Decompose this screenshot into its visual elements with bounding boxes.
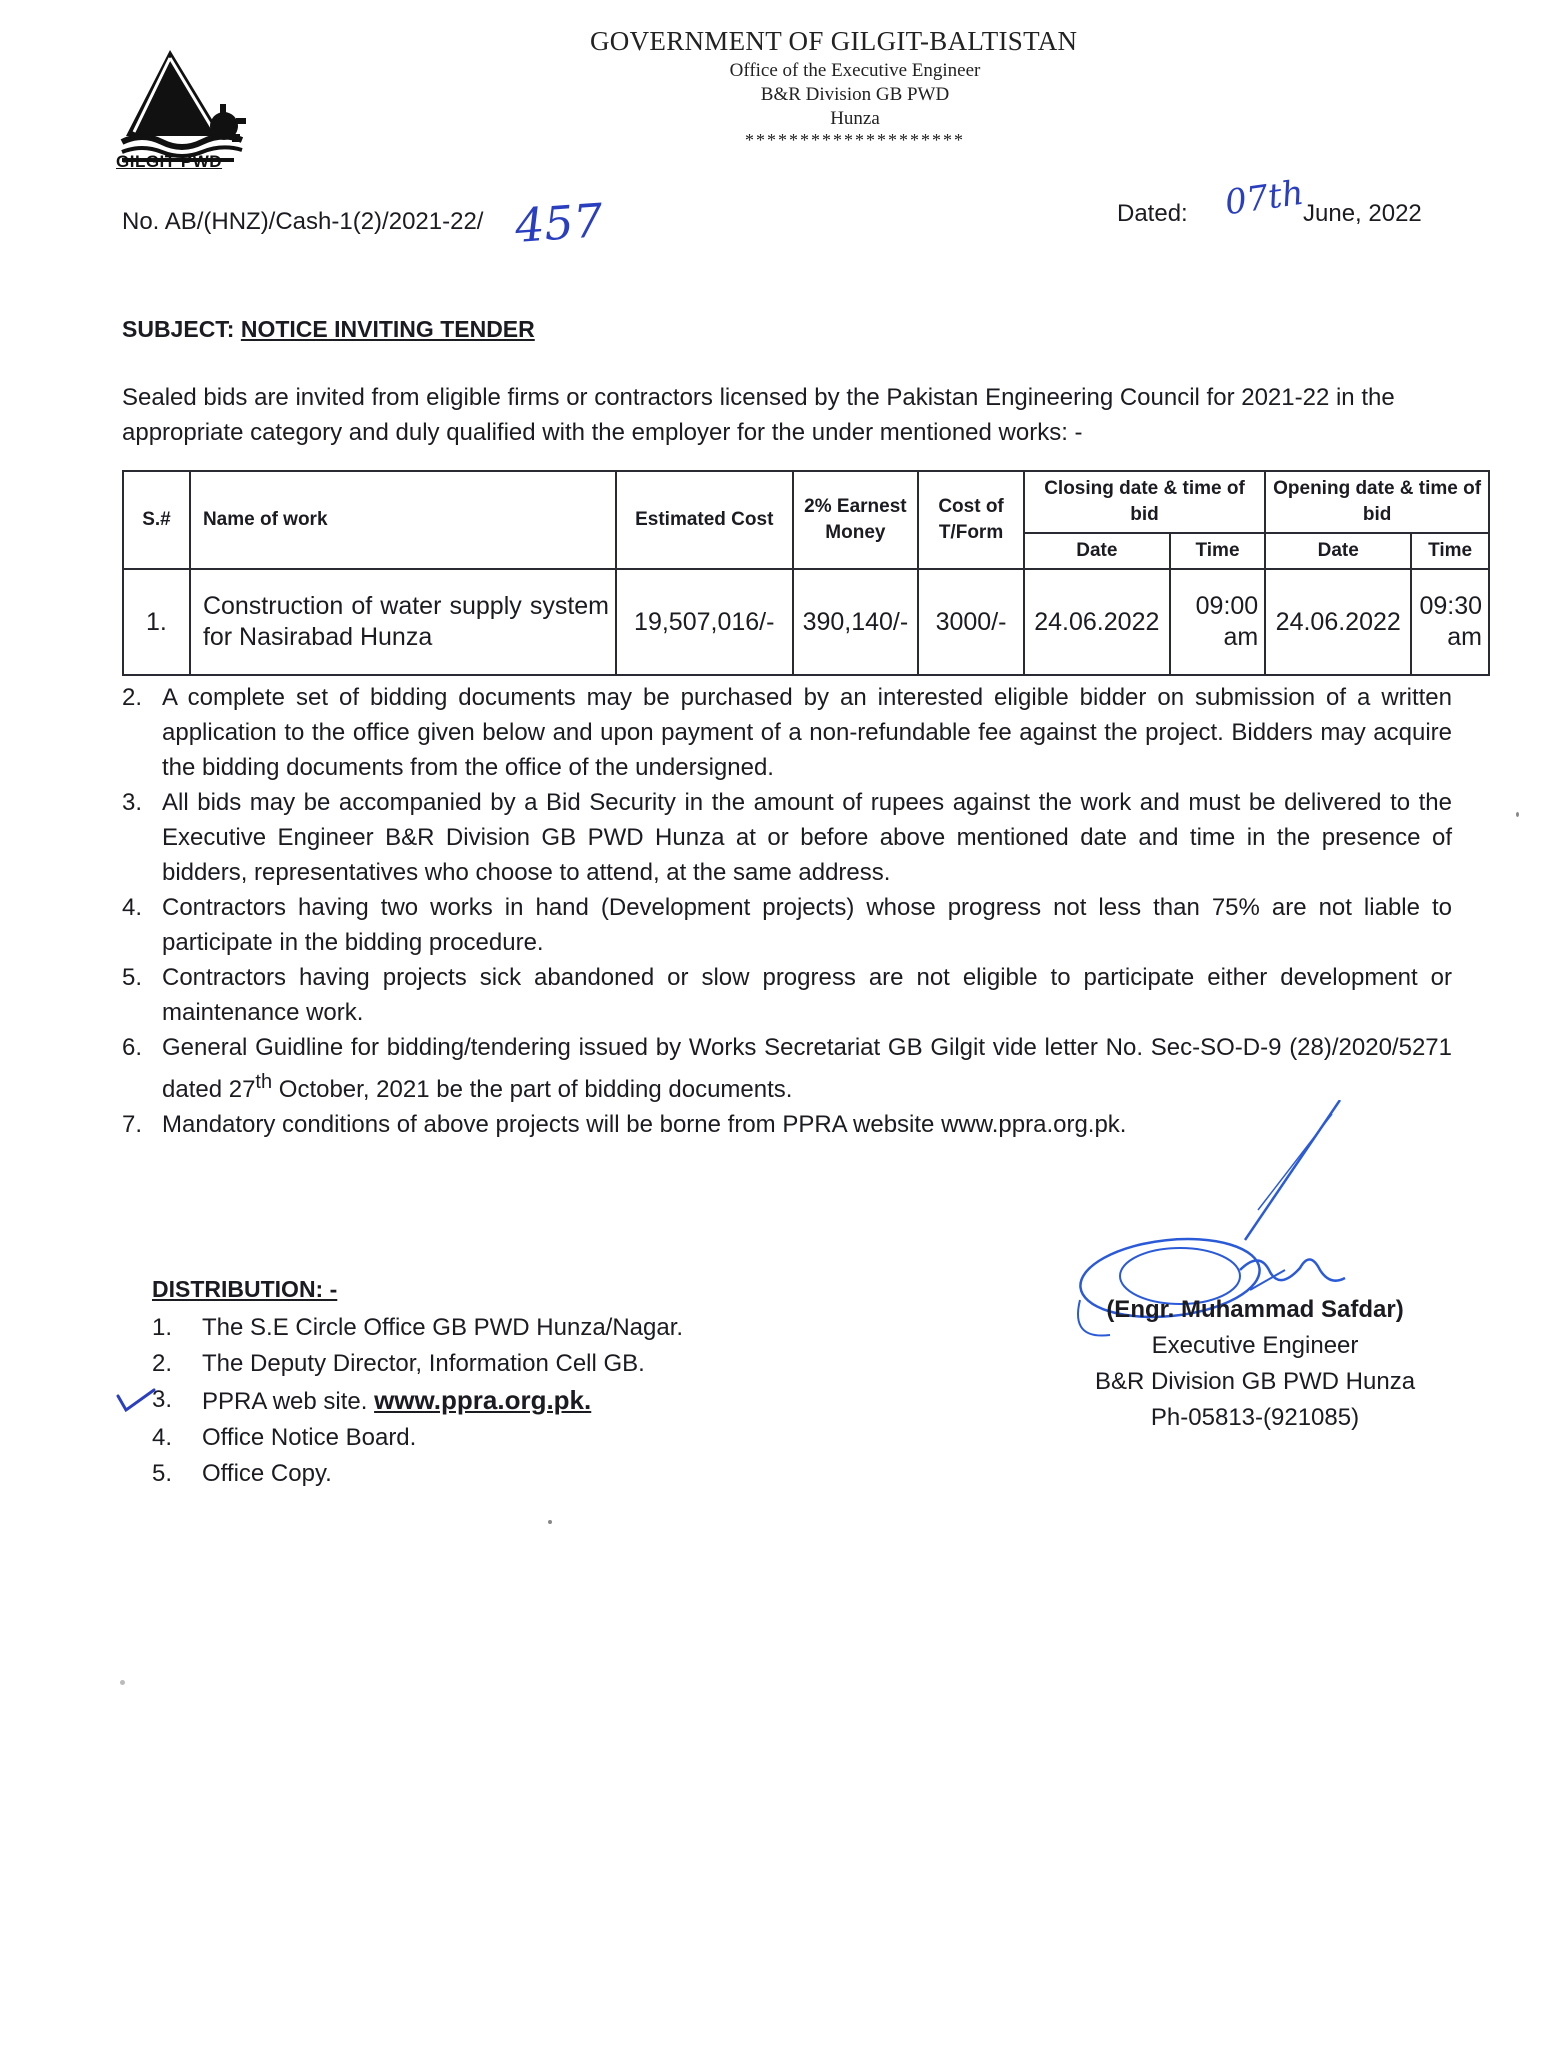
header-closing-time: Time: [1170, 533, 1265, 569]
logo-caption: GILGIT PWD: [116, 152, 223, 171]
header-estimated-cost: Estimated Cost: [616, 471, 793, 569]
condition-text: All bids may be accompanied by a Bid Security in the amount of rupees against the work and must be delivered to the Executive Engineer B&R Division GB PWD Hunza at or before above mentioned date and time in the presence of bidders, representatives who choose to attend, at the same address.: [162, 789, 1452, 886]
header-closing-date: Date: [1024, 533, 1170, 569]
header-closing: Closing date & time of bid: [1024, 471, 1265, 533]
dated-day-handwritten: 07th: [1222, 172, 1307, 224]
scan-speck: [548, 1520, 552, 1524]
condition-number: 7.: [122, 1111, 143, 1138]
dated-month-year: June, 2022: [1303, 200, 1422, 227]
intro-paragraph: Sealed bids are invited from eligible firms or contractors licensed by the Pakistan Engineering Council for 2021-22 in the appropriate category and duly qualified with the employer for the under mentioned works: -: [122, 384, 1395, 446]
scan-speck: [120, 1680, 125, 1685]
condition-number: 2.: [122, 684, 143, 711]
city-line: Hunza: [830, 108, 880, 129]
header-cost-tform: Cost of T/Form: [918, 471, 1024, 569]
header-opening-date: Date: [1265, 533, 1411, 569]
distribution-text: PPRA web site.: [202, 1388, 375, 1415]
cell-name-of-work: Construction of water supply system for Nasirabad Hunza: [190, 569, 616, 675]
condition-item: [122, 1030, 1452, 1107]
cell-closing-date: 24.06.2022: [1024, 569, 1170, 675]
distribution-list: [152, 1310, 683, 1492]
condition-number: 4.: [122, 894, 143, 921]
distribution-text: The Deputy Director, Information Cell GB.: [202, 1350, 645, 1377]
distribution-number: 3.: [152, 1386, 173, 1413]
office-line: Office of the Executive Engineer: [729, 60, 981, 81]
condition-number: 6.: [122, 1034, 143, 1061]
distribution-text: Office Notice Board.: [202, 1424, 417, 1451]
conditions-list: [122, 680, 1452, 1142]
reference-number: No. AB/(HNZ)/Cash-1(2)/2021-22/: [122, 208, 484, 235]
table-row: [123, 569, 1489, 675]
header-sno: S.#: [123, 471, 190, 569]
distribution-text: The S.E Circle Office GB PWD Hunza/Nagar.: [202, 1314, 684, 1341]
header-opening: Opening date & time of bid: [1265, 471, 1489, 533]
cell-opening-time: 09:30 am: [1411, 569, 1489, 675]
distribution-item: [152, 1420, 683, 1456]
cell-closing-time: 09:00 am: [1170, 569, 1265, 675]
signatory-name: (Engr. Muhammad Safdar): [1106, 1296, 1404, 1323]
condition-item: [122, 680, 1452, 785]
signatory-block: [1075, 1292, 1435, 1436]
cell-opening-date: 24.06.2022: [1265, 569, 1411, 675]
distribution-number: 2.: [152, 1350, 173, 1377]
header-earnest-money: 2% Earnest Money: [793, 471, 919, 569]
distribution-number: 5.: [152, 1460, 173, 1487]
ordinal-suffix: th: [255, 1071, 273, 1093]
ppra-website-link[interactable]: www.ppra.org.pk.: [374, 1385, 592, 1415]
subject-label: SUBJECT:: [122, 316, 235, 342]
government-title: GOVERNMENT OF GILGIT-BALTISTAN: [590, 26, 1078, 56]
condition-text: Contractors having projects sick abandoned or slow progress are not eligible to participate either development or maintenance work.: [162, 964, 1452, 1026]
signatory-designation: Executive Engineer: [1151, 1332, 1359, 1359]
cell-earnest-money: 390,140/-: [793, 569, 919, 675]
distribution-item: [152, 1346, 683, 1382]
tender-table: [122, 470, 1490, 676]
cell-sno: 1.: [123, 569, 190, 675]
condition-text: Contractors having two works in hand (Development projects) whose progress not less than 75% are not liable to participate in the bidding procedure.: [162, 894, 1452, 956]
signatory-phone: Ph-05813-(921085): [1150, 1404, 1360, 1431]
distribution-item: [152, 1456, 683, 1492]
header-separator-stars: ********************: [745, 130, 965, 150]
distribution-item: [152, 1310, 683, 1346]
distribution-number: 1.: [152, 1314, 173, 1341]
division-line: B&R Division GB PWD: [760, 84, 950, 105]
condition-number: 5.: [122, 964, 143, 991]
subject-title: NOTICE INVITING TENDER: [240, 316, 535, 342]
condition-item: [122, 960, 1452, 1030]
table-header-row: [123, 471, 1489, 533]
signatory-division: B&R Division GB PWD Hunza: [1094, 1368, 1416, 1395]
header-opening-time: Time: [1411, 533, 1489, 569]
cell-cost-tform: 3000/-: [918, 569, 1024, 675]
scan-speck: [1516, 812, 1519, 817]
condition-text-continued: October, 2021 be the part of bidding documents.: [272, 1076, 793, 1103]
distribution-item: [152, 1382, 683, 1420]
condition-number: 3.: [122, 789, 143, 816]
condition-text: A complete set of bidding documents may be purchased by an interested eligible bidder on submission of a written application to the office given below and upon payment of a non-refundable fee against the project. Bidders may acquire the bidding documents from the office of the undersigned.: [162, 684, 1452, 781]
distribution-text: Office Copy.: [202, 1460, 332, 1487]
distribution-title: DISTRIBUTION: -: [152, 1276, 338, 1302]
condition-text: General Guidline for bidding/tendering issued by Works Secretariat GB Gilgit vide letter No. Sec-SO-D-9 (28)/2020/5271 dated 27: [162, 1034, 1452, 1103]
condition-item: [122, 890, 1452, 960]
condition-item: [122, 785, 1452, 890]
header-name-of-work: Name of work: [190, 471, 616, 569]
condition-text: Mandatory conditions of above projects will be borne from PPRA website www.ppra.org.pk.: [162, 1111, 1127, 1138]
cell-estimated-cost: 19,507,016/-: [616, 569, 793, 675]
handwritten-check-icon: [116, 1386, 156, 1414]
reference-number-handwritten: 457: [513, 193, 605, 253]
subject-line: [122, 316, 535, 343]
dated-label: Dated:: [1117, 200, 1188, 227]
distribution-number: 4.: [152, 1424, 173, 1451]
